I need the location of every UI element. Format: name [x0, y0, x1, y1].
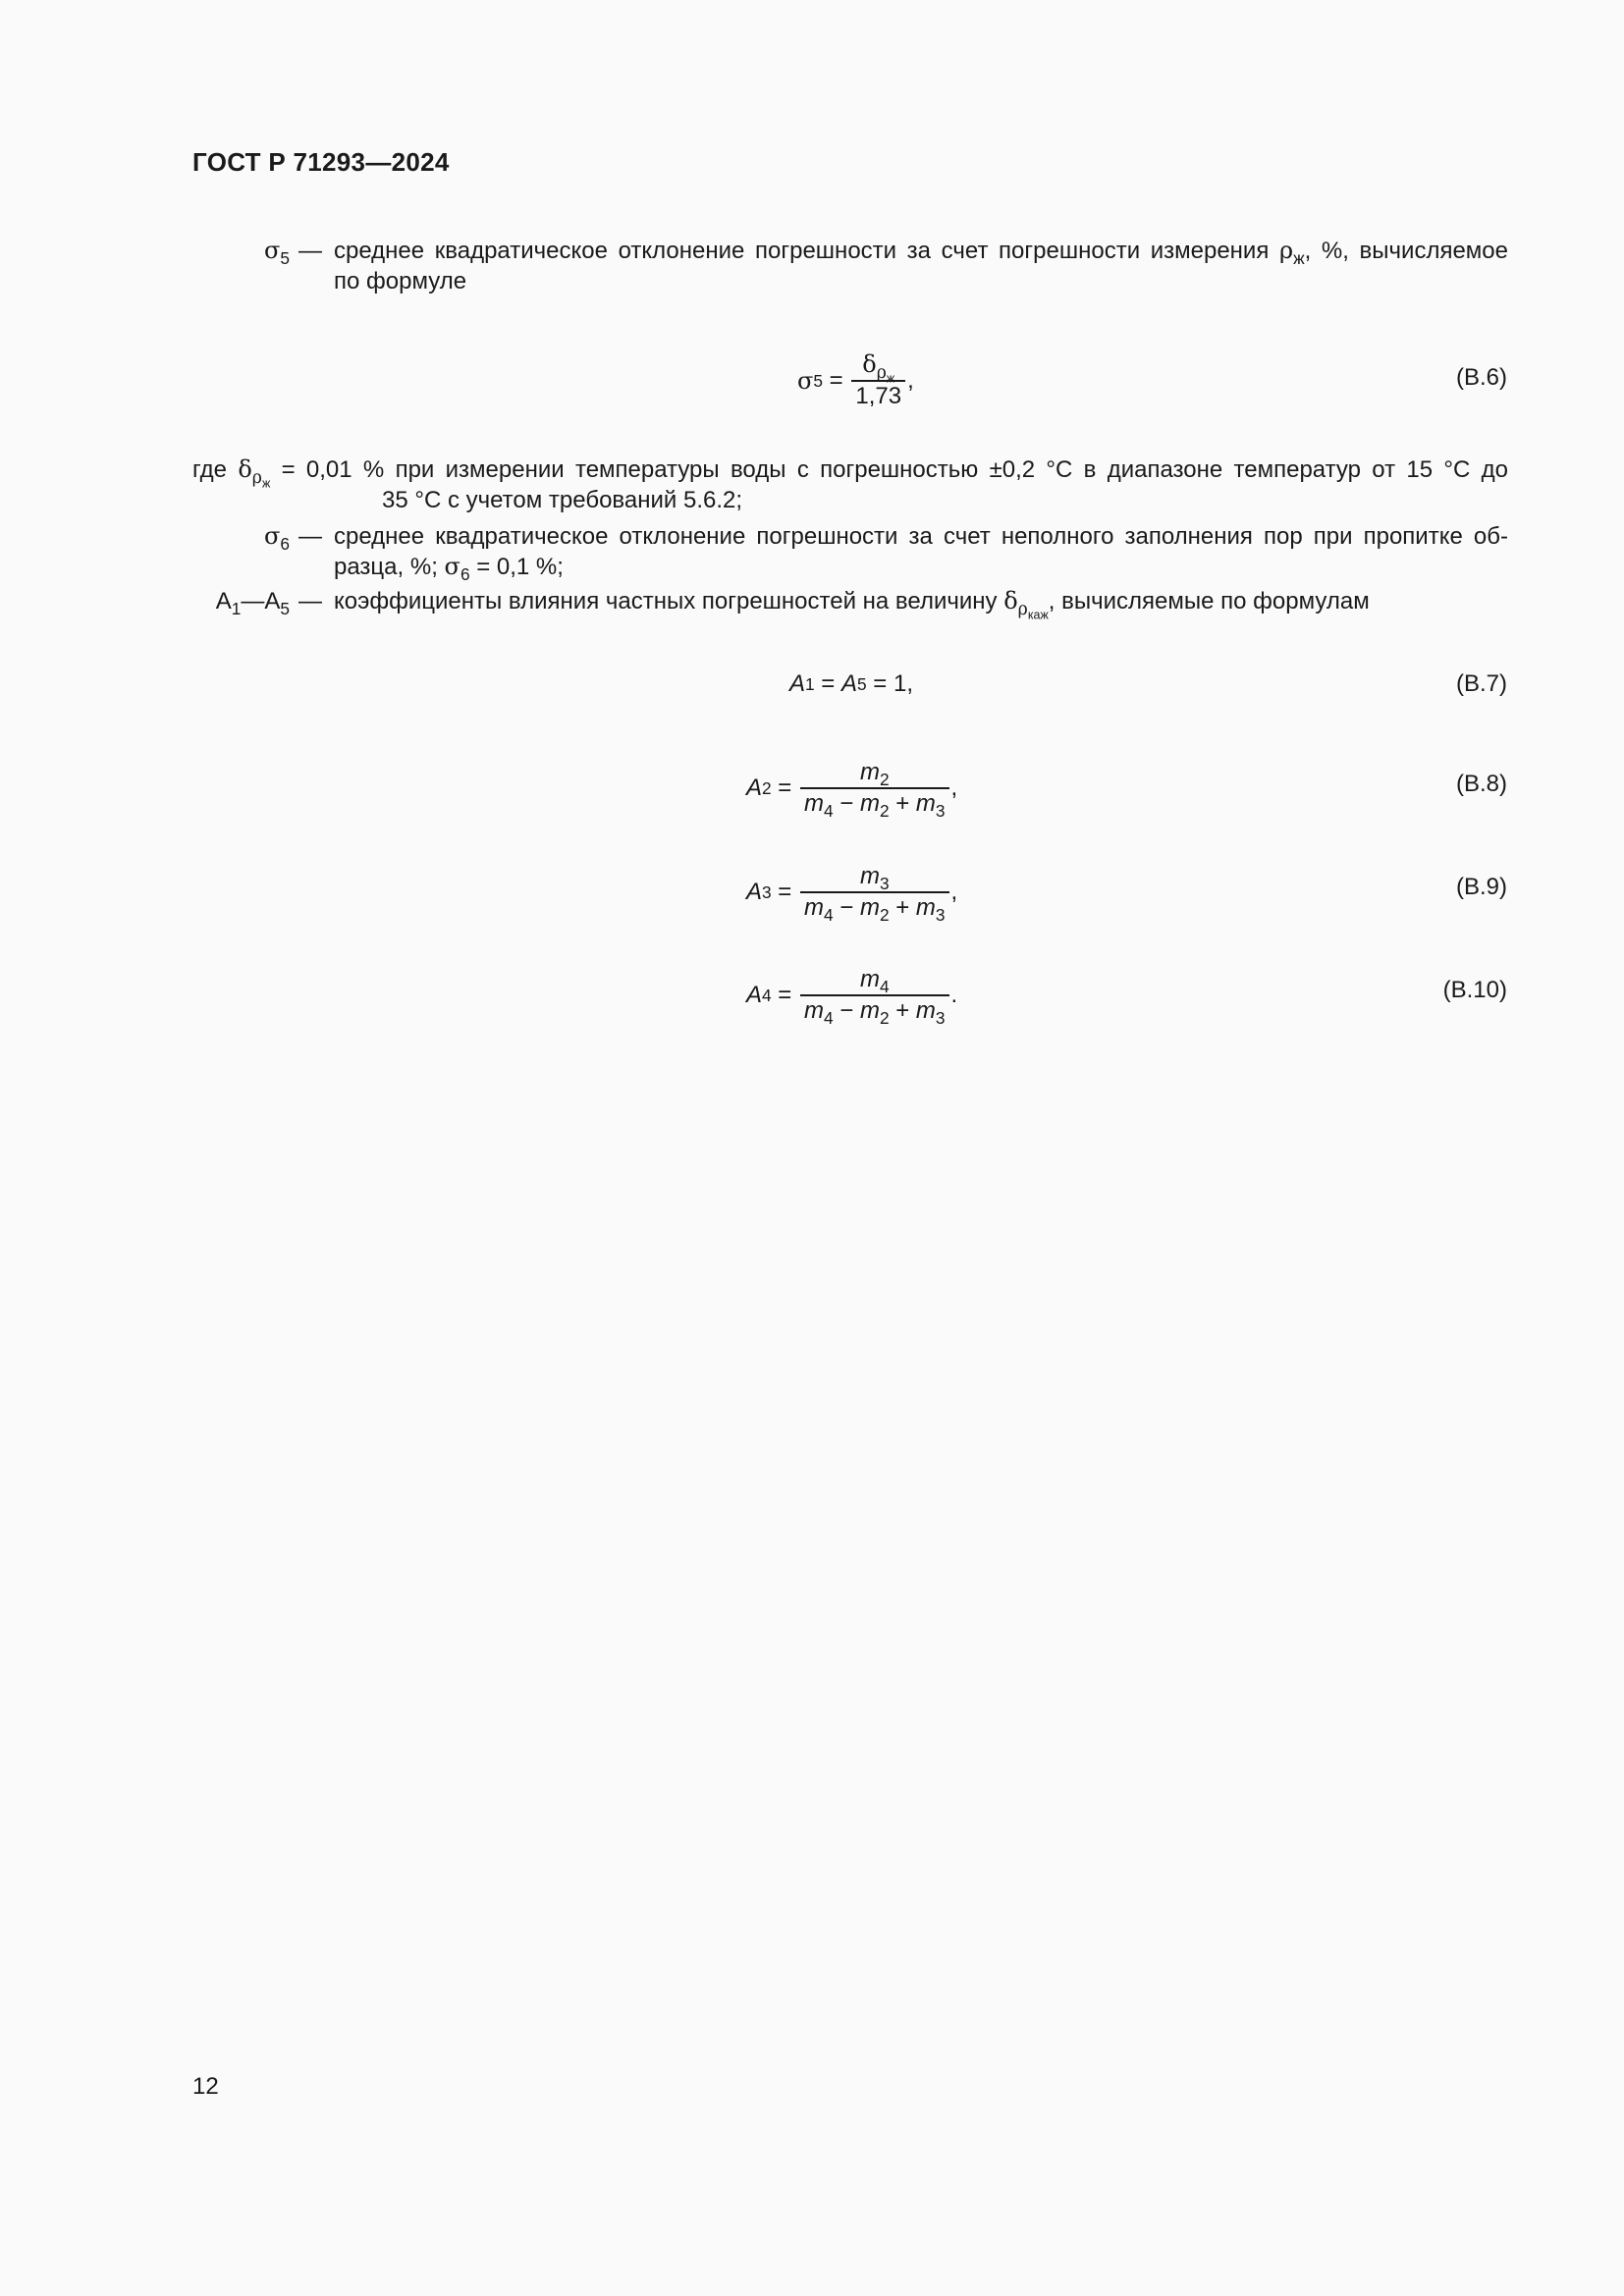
sigma6-definition: [334, 521, 1508, 585]
formula-b6-number: (В.6): [1455, 364, 1507, 391]
sigma5-definition: [334, 236, 1508, 296]
sigma5-symbol: $\sigma_5$: [264, 237, 290, 269]
delta-line-1: где $\delta_{\rho_ж} = 0,01$ % при измерении температуры воды с погрешностью ±0,2 °С в диапазоне температур от 15 °С до: [192, 455, 1508, 491]
formula-b9-fraction: $\frac{m_3}{m_4 - m_2 + m_3}$: [800, 864, 949, 921]
formula-b7-number: (В.7): [1455, 670, 1507, 697]
formula-b9-number: (В.9): [1455, 874, 1507, 900]
formula-b10: A 4 = $\frac{m_4}{m_4 - m_2 + m_3}$ .: [746, 966, 958, 1029]
a1-a5-dash: —: [298, 588, 322, 614]
formula-b9: A 3 = $\frac{m_3}{m_4 - m_2 + m_3}$ ,: [746, 863, 958, 926]
sigma6-symbol: $\sigma_6$: [264, 522, 290, 555]
formula-b8-fraction: $\frac{m_2}{m_4 - m_2 + m_3}$: [800, 760, 949, 817]
formula-b10-number: (В.10): [1442, 977, 1507, 1003]
document-header: ГОСТ Р 71293—2024: [192, 147, 450, 177]
formula-b10-fraction: $\frac{m_4}{m_4 - m_2 + m_3}$: [800, 967, 949, 1024]
sigma5-line-2: по формуле: [334, 268, 467, 294]
formula-b6: σ 5 = $\frac{\delta_{\rho_ж}}{1,73}$ ,: [797, 350, 914, 410]
delta-definition: [192, 454, 1508, 515]
formula-b7: A 1 = A 5 = 1,: [789, 670, 913, 697]
sigma5-line-1: среднее квадратическое отклонение погрешности за счет погрешности измерения $\rho_ж$, %, вычисляемое: [334, 237, 1508, 269]
sigma6-line-2: разца, %; $\sigma_6 = 0,1$ %;: [334, 553, 564, 585]
formula-b8: A 2 = $\frac{m_2}{m_4 - m_2 + m_3}$ ,: [746, 759, 958, 822]
sigma6-line-1: среднее квадратическое отклонение погрешности за счет неполного заполнения пор при пропитке об-: [334, 523, 1508, 550]
formula-b6-fraction: $\frac{\delta_{\rho_ж}}{1,73}$: [851, 351, 905, 409]
formula-b8-number: (В.8): [1455, 771, 1507, 797]
delta-line-2: 35 °С с учетом требований 5.6.2;: [382, 487, 743, 513]
sigma6-dash: —: [298, 523, 322, 550]
page-number: 12: [192, 2073, 219, 2100]
sigma5-dash: —: [298, 238, 322, 264]
a1-a5-symbol: $A_1—A_5$: [215, 588, 290, 619]
a1-a5-definition: коэффициенты влияния частных погрешностей на величину $\delta_{\rho_{каж}}$, вычисляемые по формулам: [334, 587, 1370, 622]
